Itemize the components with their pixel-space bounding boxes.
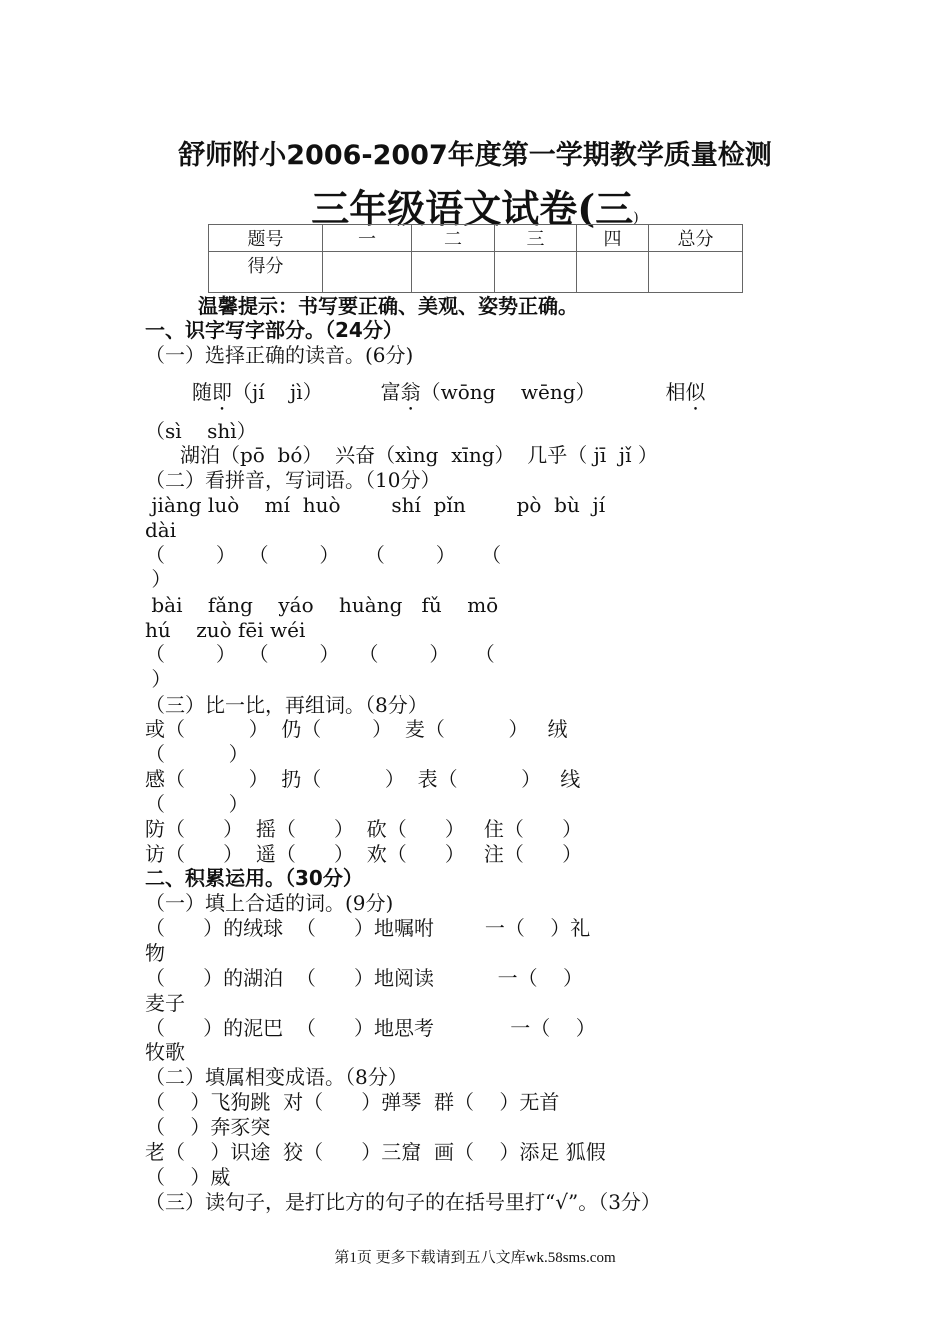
score-header-cell: 一 [323,225,412,252]
s1-part2-title: （二）看拼音，写词语。（10分） [145,468,441,492]
compare-row-wrap[interactable]: （ ） [145,742,249,766]
fill-word-row[interactable]: （ ）的泥巴 （ ）地思考 一（ ） [145,1016,596,1040]
fill-word-row-wrap: 牧歌 [145,1040,185,1064]
pinyin-row-wrap: dài [145,518,177,542]
score-header-cell: 总分 [649,225,743,252]
compare-row[interactable]: 感（ ） 扔（ ） 表（ ） 线 [145,767,581,791]
score-cell[interactable] [577,252,649,293]
compare-row[interactable]: 防（ ） 摇（ ） 砍（ ） 住（ ） [145,817,583,841]
answer-brackets[interactable]: （ ） （ ） （ ） （ [145,642,495,666]
page-footer: 第1页 更多下载请到五八文库wk.58sms.com [334,1250,616,1266]
compare-row-wrap[interactable]: （ ） [145,792,249,816]
s1-part1-title: （一）选择正确的读音。(6分) [145,343,414,367]
idiom-row[interactable]: 老（ ）识途 狡（ ）三窟 画（ ）添足 狐假 [145,1140,606,1164]
score-header-cell: 三 [495,225,577,252]
paper-title-close: ) [633,210,639,226]
pinyin-row: bài fǎng yáo huàng fǔ mō [145,593,499,617]
score-cell[interactable] [412,252,495,293]
s1-part1-line2: （sì shì） [145,419,257,443]
fill-word-row[interactable]: （ ）的湖泊 （ ）地阅读 一（ ） [145,966,584,990]
char: 富 [380,380,401,404]
school-title: 舒师附小2006-2007年度第一学期教学质量检测 [178,140,772,171]
char: 随 [192,380,212,404]
idiom-row-wrap[interactable]: （ ）威 [145,1165,231,1189]
score-row-label: 得分 [209,252,323,293]
pinyin-choice: （jí jì） [232,380,323,404]
idiom-row-wrap[interactable]: （ ）奔豕突 [145,1115,271,1139]
compare-row[interactable]: 或（ ） 仍（ ） 麦（ ） 绒 [145,717,568,741]
score-header-cell: 题号 [209,225,323,252]
pinyin-choice: （wōng wēng） [420,380,596,404]
pinyin-row-wrap: hú zuò fēi wéi [145,618,306,642]
fill-word-row-wrap: 物 [145,941,165,965]
char: 相 [665,380,686,404]
score-cell[interactable] [495,252,577,293]
score-cell[interactable] [649,252,743,293]
idiom-row[interactable]: （ ）飞狗跳 对（ ）弹琴 群（ ）无首 [145,1090,560,1114]
s2-part3-title: （三）读句子，是打比方的句子的在括号里打“√”。（3分） [145,1190,661,1214]
s2-part1-title: （一）填上合适的词。(9分) [145,891,394,915]
dotted-char: 即 [212,380,232,404]
compare-row[interactable]: 访（ ） 遥（ ） 欢（ ） 注（ ） [145,842,583,866]
answer-brackets-wrap[interactable]: ） [145,667,172,691]
dotted-char: 翁 [400,380,421,404]
dotted-char: 似 [685,380,706,404]
s1-part1-line1 [192,380,706,404]
s2-part2-title: （二）填属相变成语。（8分） [145,1065,408,1089]
tip-text: 温馨提示：书写要正确、美观、姿势正确。 [198,294,578,318]
answer-brackets-wrap[interactable]: ） [145,567,172,591]
score-header-cell: 二 [412,225,495,252]
score-table-header-row [209,225,743,252]
score-table-score-row [209,252,743,293]
section2-heading: 二、积累运用。（30分） [145,866,363,890]
score-header-cell: 四 [577,225,649,252]
score-table [208,224,743,293]
fill-word-row-wrap: 麦子 [145,991,185,1015]
fill-word-row[interactable]: （ ）的绒球 （ ）地嘱咐 一（ ）礼 [145,916,591,940]
s1-part1-line3: 湖泊（pō bó） 兴奋（xìng xīng） 几乎（ jī jǐ ） [180,443,658,467]
paper-title-text: 三年级语文试卷(三 [311,186,634,231]
score-cell[interactable] [323,252,412,293]
section1-heading: 一、识字写字部分。（24分） [145,318,403,342]
answer-brackets[interactable]: （ ） （ ） （ ） （ [145,543,502,567]
s1-part3-title: （三）比一比，再组词。（8分） [145,693,428,717]
pinyin-row: jiàng luò mí huò shí pǐn pò bù jí [145,493,606,517]
